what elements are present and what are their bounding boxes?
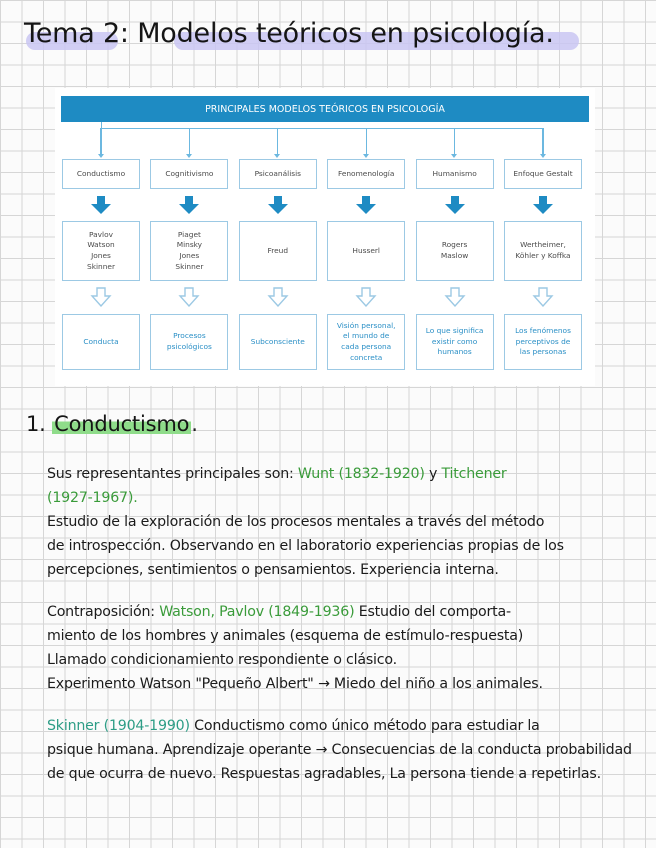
authors-box-1 [150, 221, 228, 281]
note-l10a: Skinner (1904-1990) [47, 718, 190, 734]
object-text-3 [337, 321, 396, 364]
note-line-10 [47, 718, 540, 734]
note-line-12: de que ocurra de nuevo. Respuestas agradables, La persona tiende a repetirlas. [47, 766, 601, 782]
note-line-8: Llamado condicionamiento respondiente o clásico. [47, 652, 397, 668]
author-name: Wertheimer, [520, 240, 566, 250]
connector-drop-1 [189, 128, 190, 156]
section-heading-text: Conductismo [54, 412, 190, 436]
object-line: Los fenómenos [515, 325, 571, 335]
connector-arrowhead-2 [274, 154, 280, 158]
note-l10b: Conductismo como único método para estudiar la [189, 718, 540, 734]
authors-box-3 [327, 221, 405, 281]
connector-arrowhead-4 [451, 154, 457, 158]
section-number: 1. [26, 412, 46, 436]
connector-drop-0 [100, 128, 101, 156]
section-heading [26, 412, 198, 436]
connector-arrowhead-0 [98, 154, 104, 158]
authors-list-4 [441, 240, 468, 261]
note-line-9: Experimento Watson "Pequeño Albert" → Miedo del niño a los animales. [47, 676, 543, 692]
outline-arrow-1 [178, 287, 200, 307]
object-line: perceptivos de [515, 336, 571, 346]
object-line: Procesos [173, 331, 206, 341]
connector-drop-2 [277, 128, 278, 156]
model-label-2: Psicoanálisis [254, 168, 301, 178]
object-box-2 [239, 314, 317, 370]
note-line-1 [47, 466, 507, 482]
author-name: Freud [267, 245, 289, 255]
object-line: las personas [519, 347, 567, 357]
section-heading-end: . [191, 412, 198, 436]
authors-list-0 [87, 230, 115, 273]
object-line: el mundo de [343, 331, 390, 341]
object-box-0 [62, 314, 140, 370]
author-name: Rogers [441, 240, 468, 250]
model-box-4 [416, 159, 494, 189]
object-line: psicológicos [166, 342, 212, 351]
author-name: Skinner [87, 261, 115, 271]
author-name: Skinner [175, 261, 204, 271]
solid-arrow-1 [179, 196, 199, 214]
object-text-2 [251, 337, 305, 348]
outline-arrow-5 [532, 287, 554, 307]
title-text: Tema 2: Modelos teóricos en psicología. [24, 18, 554, 49]
object-text-1 [167, 331, 212, 352]
models-diagram [55, 88, 595, 386]
outline-arrow-4 [444, 287, 466, 307]
note-line-5: percepciones, sentimientos o pensamientos. Experiencia interna. [47, 562, 499, 578]
author-name: Pavlov [89, 229, 113, 239]
connector-drop-4 [454, 128, 455, 156]
model-label-5: Enfoque Gestalt [513, 168, 573, 178]
object-box-4 [416, 314, 494, 370]
note-l1b: Wunt (1832-1920) [297, 466, 425, 482]
outline-arrow-3 [355, 287, 377, 307]
author-name: Maslow [440, 251, 469, 260]
author-name: Husserl [352, 245, 380, 255]
object-line: Visión personal, [336, 320, 396, 330]
authors-box-2 [239, 221, 317, 281]
solid-arrow-0 [91, 196, 111, 214]
author-name: Piaget [177, 229, 201, 239]
authors-box-4 [416, 221, 494, 281]
model-box-2 [239, 159, 317, 189]
connector-drop-3 [366, 128, 367, 156]
diagram-header: PRINCIPALES MODELOS TEÓRICOS EN PSICOLOGÍA [61, 96, 589, 122]
outline-arrow-2 [267, 287, 289, 307]
authors-list-5 [515, 240, 570, 261]
object-line: humanos [437, 347, 472, 357]
model-box-1 [150, 159, 228, 189]
author-name: Watson [87, 240, 115, 250]
object-line: cada persona [341, 342, 392, 351]
object-line: concreta [350, 352, 383, 362]
note-l6a: Contraposición: [47, 604, 160, 620]
note-l1d: Titchener [441, 466, 507, 482]
author-name: Jones [179, 251, 200, 260]
model-label-0: Conductismo [76, 168, 126, 178]
authors-list-1 [175, 230, 203, 273]
model-box-0 [62, 159, 140, 189]
note-l1c: y [424, 466, 442, 482]
connector-horizontal [101, 128, 543, 129]
solid-arrow-4 [445, 196, 465, 214]
authors-box-5 [504, 221, 582, 281]
note-line-11: psique humana. Aprendizaje operante → Consecuencias de la conducta probabilidad [47, 742, 632, 758]
connector-drop-5 [542, 128, 543, 156]
model-label-1: Cognitivismo [165, 168, 214, 178]
object-text-0 [83, 337, 118, 348]
model-label-4: Humanismo [432, 168, 477, 178]
solid-arrow-5 [533, 196, 553, 214]
connector-arrowhead-3 [363, 154, 369, 158]
object-text-4 [426, 326, 484, 358]
model-box-5 [504, 159, 582, 189]
note-line-4: de introspección. Observando en el laboratorio experiencias propias de los [47, 538, 564, 554]
note-l6c: Estudio del comporta- [354, 604, 511, 620]
connector-arrowhead-1 [186, 154, 192, 158]
note-line-2: (1927-1967). [47, 490, 138, 506]
connector-arrowhead-5 [540, 154, 546, 158]
model-box-3 [327, 159, 405, 189]
object-line: Conducta [83, 336, 119, 346]
object-line: Lo que significa [425, 325, 484, 335]
object-box-1 [150, 314, 228, 370]
solid-arrow-2 [268, 196, 288, 214]
outline-arrow-0 [90, 287, 112, 307]
note-line-7: miento de los hombres y animales (esquema de estímulo-respuesta) [47, 628, 524, 644]
note-line-6 [47, 604, 511, 620]
object-line: Subconsciente [250, 336, 305, 346]
author-name: Minsky [176, 240, 203, 250]
note-l6b: Watson, Pavlov (1849-1936) [159, 604, 355, 620]
authors-box-0 [62, 221, 140, 281]
note-line-3: Estudio de la exploración de los procesos mentales a través del método [47, 514, 545, 530]
solid-arrow-3 [356, 196, 376, 214]
authors-list-2 [268, 246, 289, 257]
author-name: Köhler y Koffka [515, 251, 571, 260]
object-box-3 [327, 314, 405, 370]
authors-list-3 [352, 246, 380, 257]
note-l1a: Sus representantes principales son: [47, 466, 298, 482]
object-line: existir como [431, 336, 478, 346]
author-name: Jones [91, 251, 111, 260]
object-text-5 [515, 326, 571, 358]
model-label-3: Fenomenología [337, 168, 395, 178]
object-box-5 [504, 314, 582, 370]
